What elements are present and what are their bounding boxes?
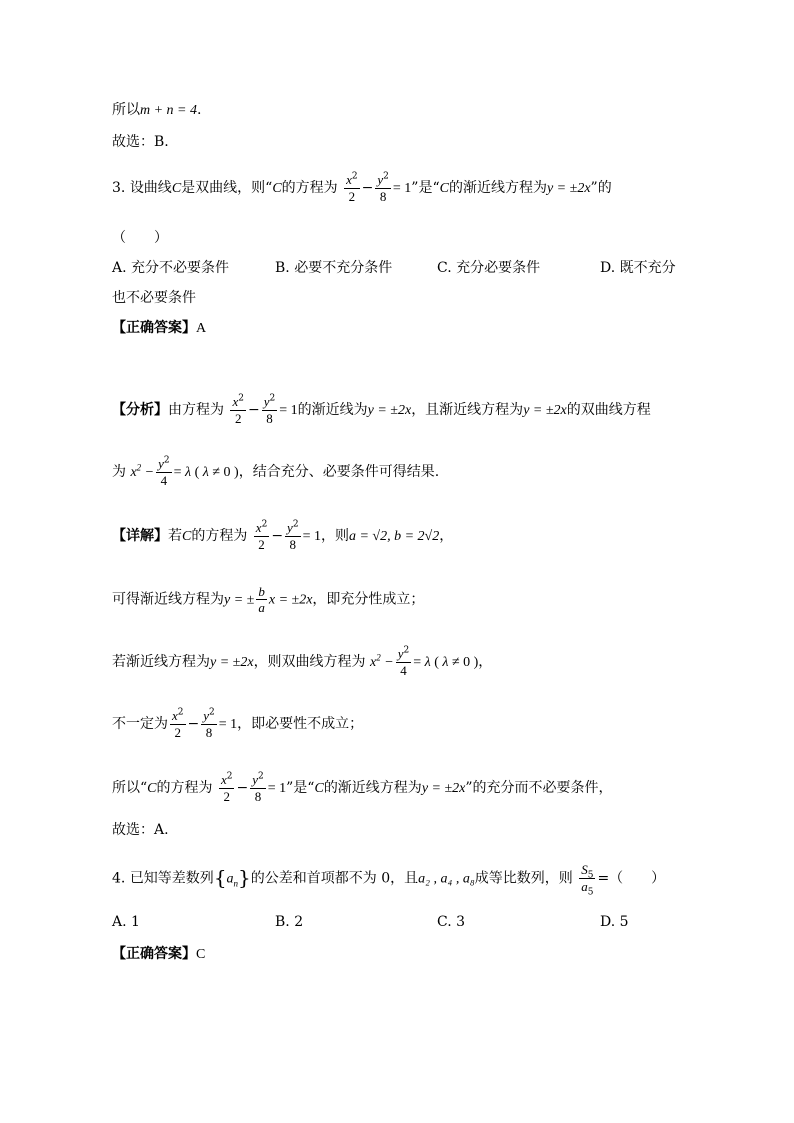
option-d-continued [112, 288, 196, 308]
text: ，结合充分、必要条件可得结果. [238, 464, 440, 480]
detail-line-5: 所以“C的方程为 $\frac{x^2}{2}$ − $\frac{y^2}{8}$ = 1”是“C的渐近线方程为y = ±2x”的充分而不必要条件， [112, 771, 613, 804]
choice-line [112, 132, 169, 152]
variable: x [232, 394, 239, 409]
text: 故选：A. [112, 822, 169, 838]
variable: a [226, 871, 234, 887]
detail-line-4: 不一定为 $\frac{x^2}{2}$ − $\frac{y^2}{8}$ = 1，即必要性不成立； [112, 707, 364, 740]
detail-line-6 [112, 820, 169, 840]
option-b: B. 必要不充分条件 [275, 260, 393, 276]
answer-value: A [196, 321, 207, 336]
answer-label: 【正确答案】 [112, 946, 196, 962]
fraction: $\frac{x^2}{2}$ [172, 707, 184, 740]
answer-value: C [196, 947, 206, 962]
fraction: $\frac{x^2}{2}$ [232, 393, 244, 426]
fraction: $\frac{x^2}{2}$ [255, 519, 268, 552]
subscript: n [233, 878, 239, 889]
fraction: $\frac{b}{a}$ [258, 584, 265, 615]
text: 的方程为 [191, 528, 248, 544]
text: 由方程为 [168, 402, 224, 418]
formula: $x^2$ − [370, 652, 394, 670]
analysis-line-1: 【分析】由方程为 $\frac{x^2}{2}$ − $\frac{y^2}{8}$ = 1的渐近线为y = ±2x，且渐近线方程为y = ±2x的双曲线方程 [112, 393, 651, 426]
fraction: $\frac{x^2}{2}$ [346, 171, 358, 204]
text: ，则双曲线方程为 [253, 654, 366, 670]
question-3-stem: 3. 设曲线C是双曲线，则“C的方程为 $\frac{x^2}{2}$ − $\frac{y^2}{8}$ = 1”是“C的渐近线方程为y = ±2x”的 [112, 171, 612, 204]
detail-line-1: 【详解】若C的方程为 $\frac{x^2}{2}$ − $\frac{y^2}{8}$ = 1，则a = √2, b = 2√2， [112, 519, 454, 552]
formula: a = √2, b = 2√2 [348, 529, 440, 544]
fraction: $\frac{y^2}{8}$ [203, 707, 215, 740]
detail-line-2 [112, 584, 424, 615]
formula: y = ±2x [210, 655, 254, 670]
conclusion-line [112, 100, 201, 121]
fraction: $\frac{y^2}{4}$ [158, 455, 170, 488]
text: ，即充分性成立； [312, 591, 425, 608]
set-brace: } [238, 865, 251, 890]
formula: a₂ , a₄ , a₈ [418, 871, 475, 887]
denominator: 8 [375, 188, 391, 204]
text: 也不必要条件 [112, 290, 196, 306]
formula: y = ±2x [367, 403, 412, 418]
variable: y [377, 172, 384, 187]
correct-answer-q4 [112, 944, 205, 965]
formula: = λ ( λ ≠ 0 ) [173, 465, 239, 480]
fraction: $\frac{y^2}{8}$ [287, 519, 299, 552]
text: 是双曲线，则“ [181, 180, 273, 196]
variable: S [581, 862, 588, 877]
text: （ ） [112, 230, 168, 246]
text: 所以“ [112, 780, 148, 796]
variable: y [263, 394, 270, 409]
text: ， [478, 654, 493, 670]
formula: = 1 [392, 181, 412, 196]
variable: C [171, 181, 182, 196]
text: 设曲线 [129, 180, 172, 196]
text: 为 [112, 464, 126, 480]
question-number: 4. [112, 870, 126, 887]
text: 的渐近线方程为 [323, 780, 422, 796]
formula: m + n = 4 [140, 103, 198, 118]
text: ”的 [590, 180, 612, 196]
fraction: $\frac{y^2}{4}$ [397, 645, 410, 678]
formula: = λ ( λ ≠ 0 ) [413, 655, 479, 670]
option-c: C. 充分必要条件 [437, 260, 541, 276]
denominator: 2 [230, 410, 246, 426]
formula: y = ±2x [421, 781, 466, 796]
text: =（ ） [597, 870, 666, 887]
option-a: A. 充分不必要条件 [112, 260, 230, 276]
variable: C [147, 781, 157, 796]
formula: = 1 [267, 781, 287, 796]
text: 不一定为 [112, 716, 168, 732]
text: 的渐近线方程为 [448, 180, 547, 196]
variable: C [182, 529, 192, 544]
formula: = 1 [279, 403, 298, 418]
fraction: $\frac{y^2}{8}$ [377, 171, 389, 204]
text: ， [439, 528, 454, 544]
answer-label: 【正确答案】 [112, 320, 196, 336]
text: 可得渐近线方程为 [112, 591, 224, 608]
text: 若 [168, 528, 182, 544]
fraction [579, 862, 595, 898]
analysis-label: 【分析】 [112, 402, 168, 418]
variable: x [346, 172, 352, 187]
subscript: 5 [587, 887, 594, 898]
formula: = 1 [218, 717, 238, 732]
fraction: $\frac{y^2}{8}$ [263, 393, 276, 426]
formula: y = ± [224, 592, 255, 608]
option-c: C. 3 [437, 914, 466, 930]
text: ，即必要性不成立； [237, 716, 364, 732]
option-d: D. 5 [600, 914, 629, 930]
formula: y = ±2x [546, 181, 591, 196]
detail-label: 【详解】 [112, 528, 168, 544]
text: ”的充分而不必要条件， [465, 780, 613, 796]
text: ”是“ [411, 180, 440, 196]
option-b: B. 2 [275, 914, 304, 930]
variable: C [314, 781, 324, 796]
variable: C [272, 181, 282, 196]
formula: = 1 [302, 529, 321, 544]
text: . [197, 102, 202, 118]
analysis-line-2 [112, 456, 439, 488]
denominator: 8 [262, 410, 278, 426]
text: ，且渐近线方程为 [411, 402, 524, 418]
text: ，则 [320, 528, 349, 544]
variable: C [439, 181, 449, 196]
denominator: 2 [344, 188, 360, 204]
formula: y = ±2x [523, 403, 567, 418]
fraction: $\frac{y^2}{8}$ [252, 771, 264, 804]
question-number: 3. [112, 180, 126, 196]
text: 的渐近线为 [297, 402, 368, 418]
text: 的方程为 [281, 180, 338, 196]
subscript: 5 [587, 870, 594, 881]
set-brace: { [213, 865, 227, 890]
question-4-stem [112, 862, 666, 898]
text: 成等比数列，则 [474, 870, 573, 887]
option-a: A. 1 [112, 914, 140, 930]
formula: x = ±2x [268, 592, 313, 608]
text: 的双曲线方程 [566, 402, 651, 418]
text: 若渐近线方程为 [112, 654, 210, 670]
option-d: D. 既不充分 [600, 260, 676, 276]
fraction: $\frac{x^2}{2}$ [220, 771, 233, 804]
text: ”是“ [286, 780, 315, 796]
correct-answer-q3 [112, 318, 206, 339]
text: 的公差和首项都不为 0，且 [250, 870, 419, 887]
text: 的方程为 [156, 780, 213, 796]
formula: $x^2$ − [130, 462, 155, 480]
text: 故选：B. [112, 134, 169, 150]
text: 已知等差数列 [129, 870, 214, 887]
answer-paren [112, 228, 168, 248]
text: 所以 [112, 102, 140, 118]
detail-line-3 [112, 646, 492, 678]
variable: a [581, 879, 588, 894]
